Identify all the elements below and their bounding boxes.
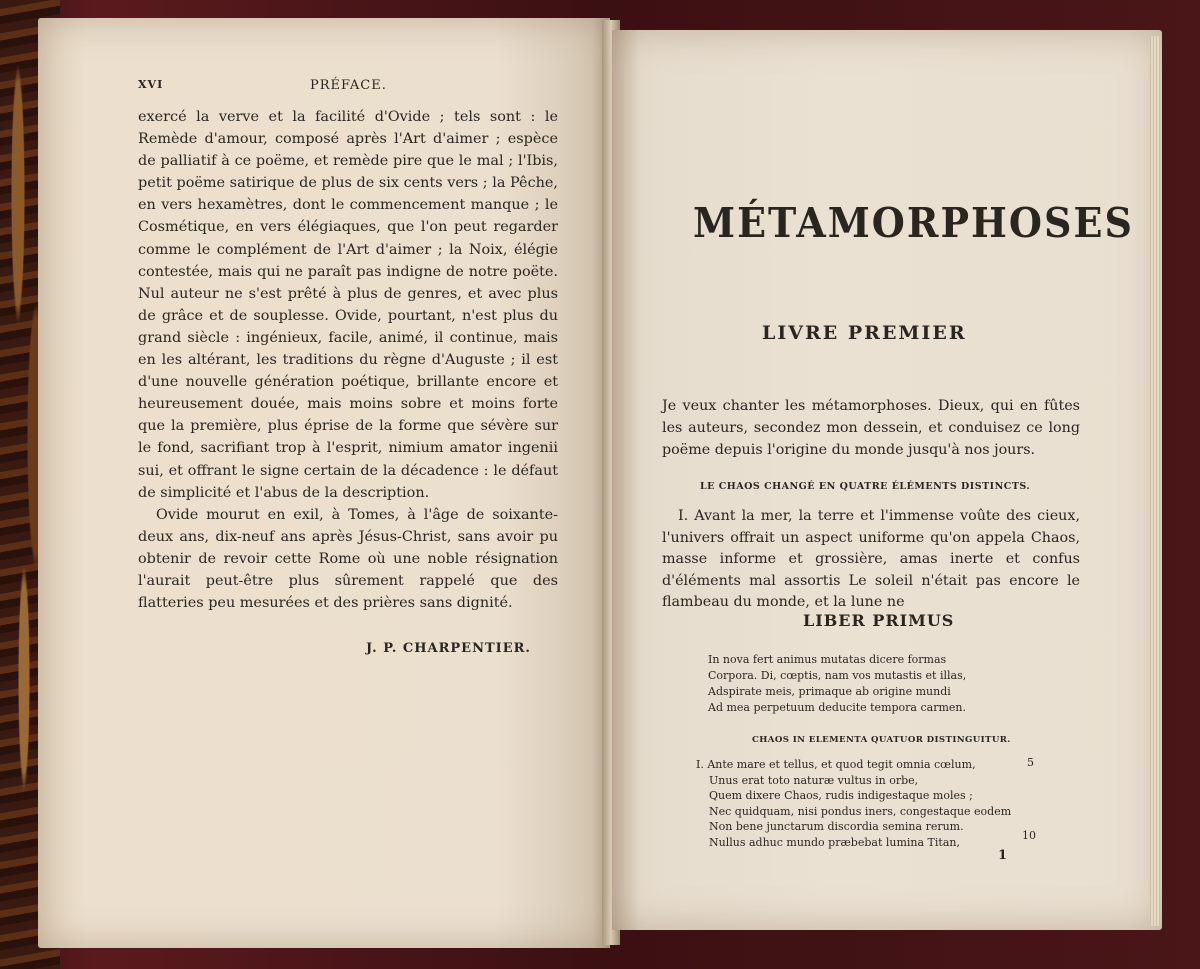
signature-mark: 1 (998, 848, 1008, 863)
verse-line: Corpora. Di, cœptis, nam vos mutastis et illas, (708, 669, 967, 682)
page-edges (1150, 36, 1160, 926)
latin-title: LIBER PRIMUS (803, 611, 955, 630)
intro-text (662, 396, 1080, 461)
preface-paragraph-2: Ovide mourut en exil, à Tomes, à l'âge de soixante-deux ans, dix-neuf ans après Jésus-Christ, sans avoir pu obtenir de revoir cette Rome où une noble résignation l'aurait peut-être plus sûrement rappelé que des flatteries peu mesurées et des prières sans dignité. (138, 506, 558, 612)
preface-paragraph-1: exercé la verve et la facilité d'Ovide ; tels sont : le Remède d'amour, composé après l'Art d'aimer ; espèce de palliatif à ce poëme, et remède pire que le mal ; l'Ibis, petit poëme satirique de plus de six cents vers ; la Pêche, en vers hexamètres, dont le commencement manque ; le Cosmétique, en vers élégiaques, que l'on peut regarder comme le complément de l'Art d'aimer ; la Noix, élégie contestée, mais qui ne paraît pas indigne de notre poëte. Nul auteur ne s'est prêté à plus de genres, et avec plus de grâce et de souplesse. Ovide, pourtant, n'est plus du grand siècle : ingénieux, facile, animé, il continue, mais en les altérant, les traditions du règne d'Auguste ; il est d'une nouvelle génération poétique, brillante encore et heureusement douée, mais moins sobre et moins forte que la première, plus éprise de la forme que sévère sur le fond, sacrifiant trop à l'esprit, nimium amator ingenii sui, et offrant le signe certain de la décadence : le défaut de simplicité et l'abus de la description. (138, 109, 558, 501)
verse-line: Unus erat toto naturæ vultus in orbe, (709, 773, 919, 787)
line-number: 10 (1022, 829, 1036, 842)
latin-verses (708, 652, 1008, 716)
latin-heading: CHAOS IN ELEMENTA QUATUOR DISTINGUITUR. (752, 735, 1011, 745)
author-signature: J. P. CHARPENTIER. (366, 641, 531, 656)
book-title: LIVRE PREMIER (762, 322, 967, 344)
verse-line: Ad mea perpetuum deducite tempora carmen. (708, 701, 966, 714)
section-heading: LE CHAOS CHANGÉ EN QUATRE ÉLÉMENTS DISTINCTS. (700, 481, 1031, 492)
verse-line: Quem dixere Chaos, rudis indigestaque moles ; (709, 789, 973, 803)
intro-paragraph: Je veux chanter les métamorphoses. Dieux, qui en fûtes les auteurs, secondez mon dessein, et conduisez ce long poëme depuis l'origine du monde jusqu'à nos jours. (662, 398, 1080, 458)
verse-line: Nullus adhuc mundo præbebat lumina Titan, (709, 835, 960, 849)
verse-line: Non bene junctarum discordia semina rerum. (709, 820, 964, 834)
page-number: XVI (138, 78, 164, 91)
verse-line: In nova fert animus mutatas dicere formas (708, 653, 947, 666)
main-title: MÉTAMORPHOSES (693, 198, 1134, 247)
running-title: PRÉFACE. (310, 78, 387, 93)
verse-line: Adspirate meis, primaque ab origine mundi (708, 685, 951, 698)
verse-line: Nec quidquam, nisi pondus iners, congestaque eodem (709, 804, 1012, 818)
latin-verses-2 (696, 757, 1026, 851)
section-paragraph: I. Avant la mer, la terre et l'immense voûte des cieux, l'univers offrait un aspect uniforme qu'on appela Chaos, masse informe et grossière, amas inerte et confus d'éléments mal assortis Le soleil n'était pas encore le flambeau du monde, et la lune ne (662, 508, 1080, 610)
preface-body (138, 106, 558, 614)
line-number: 5 (1027, 756, 1034, 769)
verse-line: I. Ante mare et tellus, et quod tegit omnia cœlum, (696, 758, 976, 771)
section-text (662, 506, 1080, 614)
